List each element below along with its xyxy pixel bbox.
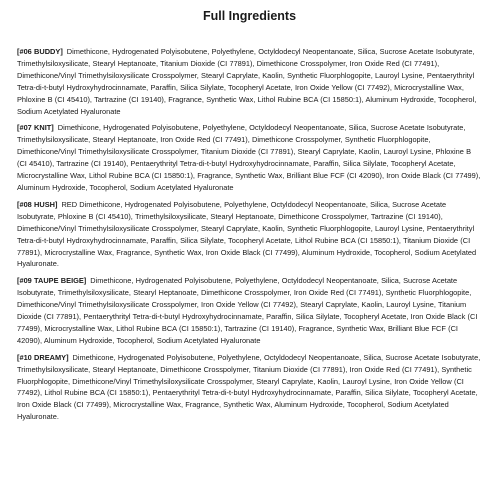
ingredient-text: Dimethicone, Hydrogenated Polyisobutene, Polyethylene, Octyldodecyl Neopentanoate, Silica, Sucrose Acetate Isobutyrate, Trimethylsiloxysilicate, Stearyl Heptanoate, Dimethicone Crosspolymer, Iron Oxide Red (CI 77491), Synthetic Fluorphlogopite, Dimethicone/Vinyl Trimethylsiloxysilicate Crosspolymer, Iron Oxide Yellow (CI 77492), Stearyl Caprylate, Kaolin, Lauroyl Lysine, Titanium Dioxide (CI 77891), Pentaerythrityl Tetra-di-t-butyl Hydroxyhydrocinnamate, Paraffin, Silica Silylate, Tocopheryl Acetate, Iron Oxide Black (CI 77499), Microcrystalline Wax, Lithol Rubine BCA (CI 15850:1), Tartrazine (CI 19140), Fragrance, Synthetic Wax, Brilliant Blue FCF (CI 42090), Aluminum Hydroxide, Tocopherol, Sodium Acetylated Hyaluronate: [17, 276, 478, 345]
ingredient-entry-07-knit: [17, 122, 482, 193]
ingredient-text: Dimethicone, Hydrogenated Polyisobutene, Polyethylene, Octyldodecyl Neopentanoate, Silica, Sucrose Acetate Isobutyrate, Trimethylsiloxysilicate, Stearyl Heptanoate, Titanium Dioxide (CI 77891), Dimethicone Crosspolymer, Iron Oxide Red (CI 77491), Dimethicone/Vinyl Trimethylsiloxysilicate Crosspolymer, Stearyl Caprylate, Kaolin, Synthetic Fluorphlogopite, Lauroyl Lysine, Pentaerythrityl Tetra-di-t-butyl Hydroxyhydrocinnamate, Paraffin, Silica Silylate, Tocopheryl Acetate, Iron Oxide Yellow (CI 77492), Microcrystalline Wax, Phloxine B (CI 45410), Tartrazine (CI 19140), Fragrance, Synthetic Wax, Lithol Rubine BCA (CI 15850:1), Aluminum Hydroxide, Tocopherol, Sodium Acetylated Hyaluronate: [17, 47, 477, 116]
ingredients-list: [17, 46, 482, 423]
ingredient-entry-08-hush: [17, 199, 482, 270]
ingredient-text: Dimethicone, Hydrogenated Polyisobutene, Polyethylene, Octyldodecyl Neopentanoate, Silica, Sucrose Acetate Isobutyrate, Trimethylsiloxysilicate, Stearyl Heptanoate, Dimethicone Crosspolymer, Titanium Dioxide (CI 77891), Iron Oxide Red (CI 77491), Synthetic Fluorphlogopite, Dimethicone/Vinyl Trimethylsiloxysilicate Crosspolymer, Stearyl Caprylate, Kaolin, Lauroyl Lysine, Iron Oxide Yellow (CI 77492), Lithol Rubine BCA (CI 15850:1), Pentaerythrityl Tetra-di-t-butyl Hydroxyhydrocinnamate, Paraffin, Silica Silylate, Tocopheryl Acetate, Iron Oxide Black (CI 77499), Microcrystalline Wax, Fragrance, Synthetic Wax, Aluminum Hydroxide, Tocopherol, Sodium Acetylated Hyaluronate.: [17, 352, 481, 422]
ingredient-entry-06-buddy: [17, 46, 482, 117]
shade-label: [#10 DREAMY]: [17, 352, 69, 362]
ingredient-entry-10-dreamy: [17, 352, 482, 423]
ingredient-entry-09-taupe-beige: [17, 275, 482, 346]
shade-label: [#06 BUDDY]: [17, 47, 63, 56]
page-title: Full Ingredients: [202, 9, 297, 23]
shade-label: [#08 HUSH]: [17, 199, 58, 209]
ingredient-text: Dimethicone, Hydrogenated Polyisobutene, Polyethylene, Octyldodecyl Neopentanoate, Silica, Sucrose Acetate Isobutyrate, Trimethylsiloxysilicate, Stearyl Heptanoate, Iron Oxide Red (CI 77491), Dimethicone Crosspolymer, Synthetic Fluorphlogopite, Dimethicone/Vinyl Trimethylsiloxysilicate Crosspolymer, Titanium Dioxide (CI 77891), Stearyl Caprylate, Kaolin, Lauroyl Lysine, Phloxine B (CI 45410), Tartrazine (CI 19140), Pentaerythrityl Tetra-di-t-butyl Hydroxyhydrocinnamate, Paraffin, Silica Silylate, Tocopheryl Acetate, Microcrystalline Wax, Lithol Rubine BCA (CI 15850:1), Fragrance, Synthetic Wax, Brilliant Blue FCF (CI 42090), Iron Oxide Black (CI 77499), Aluminum Hydroxide, Tocopherol, Sodium Acetylated Hyaluronate: [17, 123, 481, 192]
shade-label: [#07 KNIT]: [17, 123, 54, 133]
shade-label: [#09 TAUPE BEIGE]: [17, 276, 87, 286]
ingredient-text: RED Dimethicone, Hydrogenated Polyisobutene, Polyethylene, Octyldodecyl Neopentanoate, Silica, Sucrose Acetate Isobutyrate, Phloxine B (CI 45410), Trimethylsiloxysilicate, Stearyl Heptanoate, Dimethicone Crosspolymer, Tartrazine (CI 19140), Dimethicone/Vinyl Trimethylsiloxysilicate Crosspolymer, Stearyl Caprylate, Kaolin, Synthetic Fluorphlogopite, Lauroyl Lysine, Pentaerythrityl Tetra-di-t-butyl Hydroxyhydrocinnamate, Paraffin, Silica Silylate, Tocopheryl Acetate, Lithol Rubine BCA (CI 15850:1), Titanium Dioxide (CI 77891), Microcrystalline Wax, Fragrance, Synthetic Wax, Iron Oxide Black (CI 77499), Aluminum Hydroxide, Tocopherol, Sodium Acetylated Hyaluronate.: [17, 199, 477, 269]
